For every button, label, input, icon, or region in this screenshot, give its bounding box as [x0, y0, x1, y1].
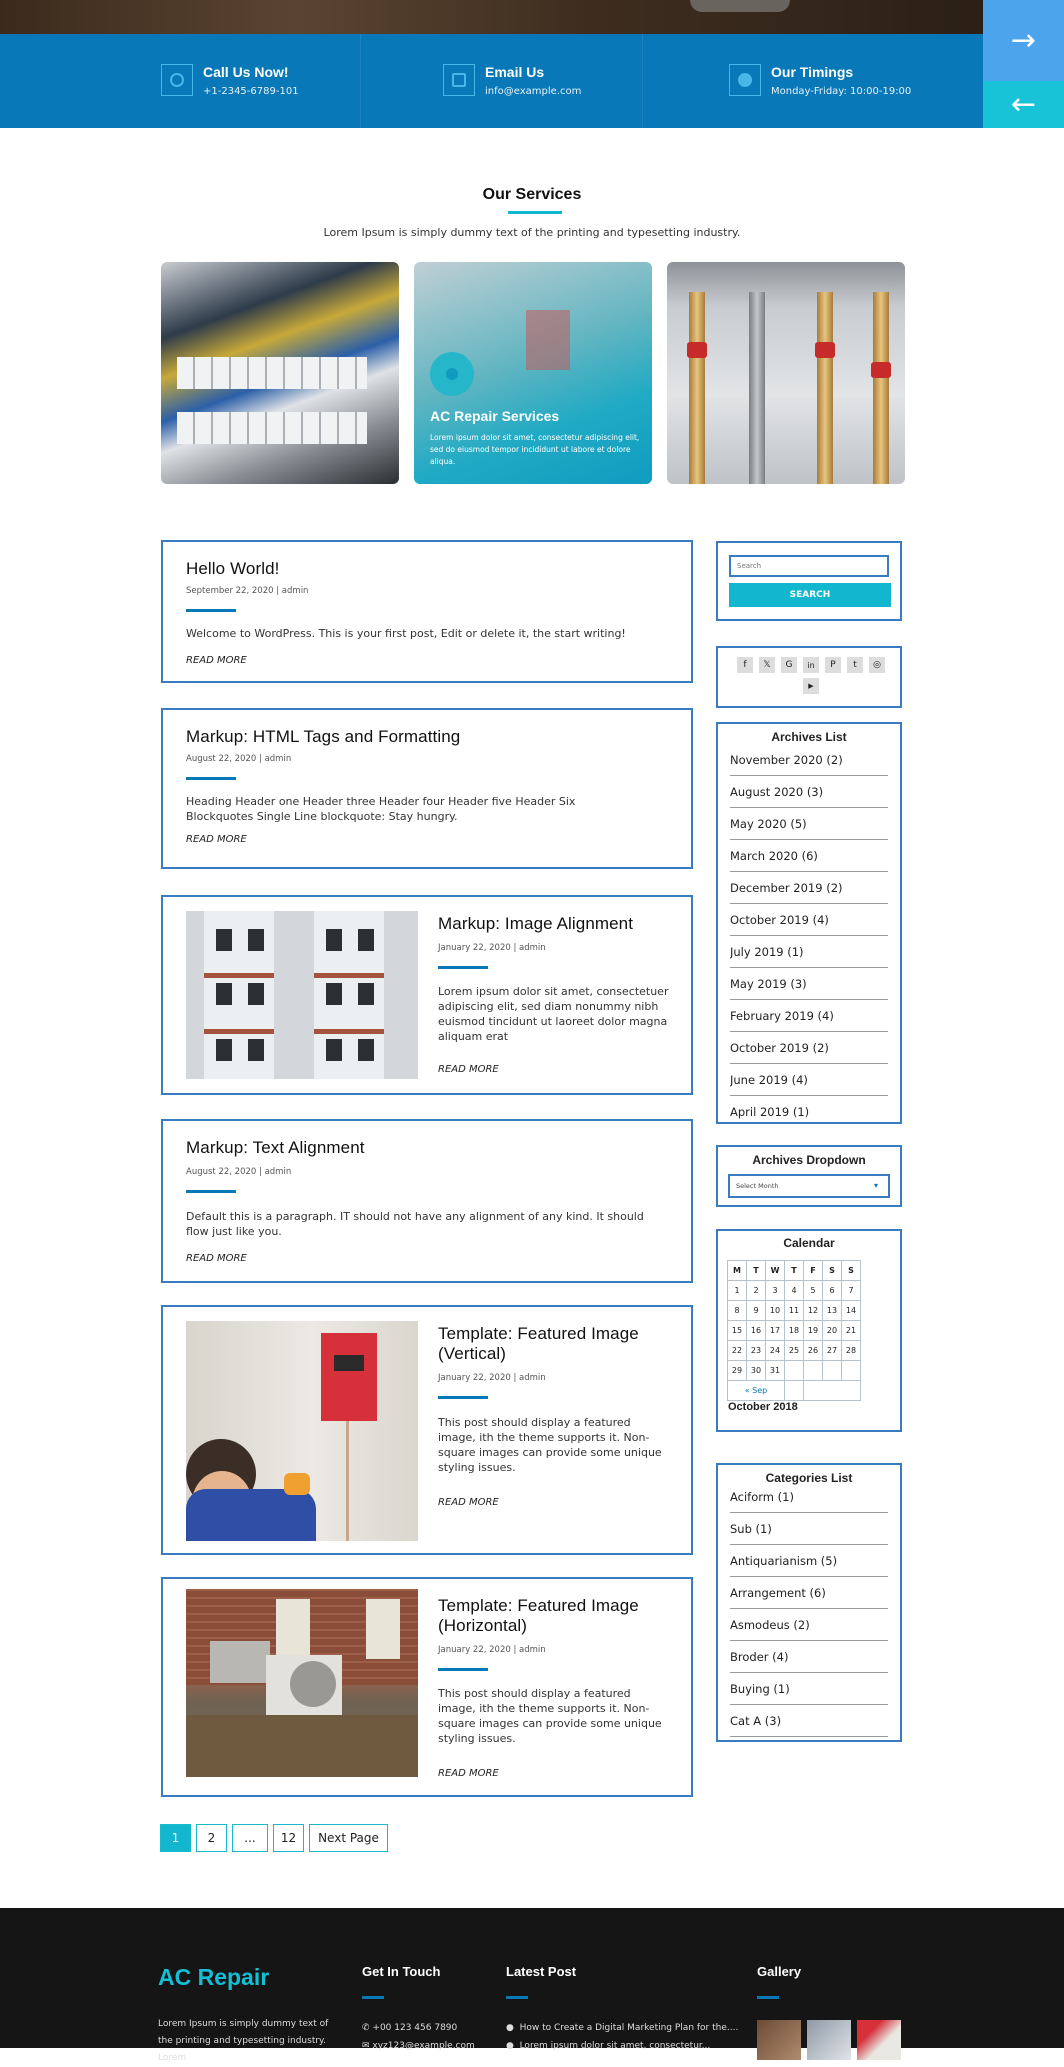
calendar-day: 18 [785, 1321, 804, 1341]
post-card [161, 1305, 693, 1555]
archives-title: Archives List [771, 730, 847, 744]
read-more-link[interactable]: READ MORE [438, 1768, 499, 1779]
calendar-widget [716, 1229, 902, 1432]
calendar-day: 23 [747, 1341, 766, 1361]
footer-latest-post-text: Lorem ipsum dolor sit amet, consectetur... [519, 2041, 711, 2051]
info-email-title: Email Us [485, 64, 545, 80]
footer-about-text: Lorem Ipsum is simply dummy text of the printing and typesetting industry. Lorem [158, 2019, 329, 2063]
post-underline [438, 1668, 488, 1671]
calendar-day: 4 [785, 1281, 804, 1301]
calendar-day: 26 [804, 1341, 823, 1361]
calendar-day-head: W [766, 1261, 785, 1281]
search-input[interactable] [729, 555, 889, 577]
gallery-thumbnail[interactable] [807, 2020, 851, 2060]
post-excerpt: Default this is a paragraph. IT should not have any alignment of any kind. It should flow just like you. [186, 1210, 644, 1238]
calendar-day-head: M [728, 1261, 747, 1281]
service-card-electrical[interactable] [161, 262, 399, 484]
archive-item[interactable]: May 2020 (5) [730, 808, 888, 840]
archive-item[interactable]: June 2019 (4) [730, 1064, 888, 1096]
search-widget [716, 541, 902, 621]
archives-select-value: Select Month [736, 1182, 779, 1190]
archive-item[interactable]: March 2020 (6) [730, 840, 888, 872]
footer-latest-title: Latest Post [506, 1964, 577, 1979]
service-card-ac-repair[interactable] [414, 262, 652, 484]
calendar-day: 3 [766, 1281, 785, 1301]
service-card-plumbing[interactable] [667, 262, 905, 484]
phone-icon: ✆ [362, 2023, 373, 2033]
archives-dropdown-title: Archives Dropdown [752, 1153, 866, 1167]
archive-item[interactable]: October 2019 (2) [730, 1032, 888, 1064]
archive-item[interactable]: December 2019 (2) [730, 872, 888, 904]
info-email [443, 34, 643, 128]
calendar-day: 15 [728, 1321, 747, 1341]
archive-item[interactable]: April 2019 (1) [730, 1096, 888, 1124]
youtube-icon[interactable]: ▶ [803, 678, 819, 694]
calendar-day: 8 [728, 1301, 747, 1321]
calendar-day: 1 [728, 1281, 747, 1301]
calendar-day: 12 [804, 1301, 823, 1321]
social-widget [716, 646, 902, 708]
post-underline [186, 609, 236, 612]
footer-contact-title: Get In Touch [362, 1964, 441, 1979]
slider-prev-arrow-icon[interactable]: ← [983, 81, 1064, 128]
post-image-building[interactable] [186, 911, 418, 1079]
service-card-text: Lorem ipsum dolor sit amet, consectetur adipiscing elit, sed do eiusmod tempor incididunt ut labore et dolore aliqua. [430, 433, 640, 466]
post-card [161, 895, 693, 1095]
calendar-nav-row [728, 1381, 861, 1401]
archive-item[interactable]: November 2020 (2) [730, 744, 888, 776]
tumblr-icon[interactable]: t [847, 657, 863, 673]
calendar-day: 28 [842, 1341, 861, 1361]
category-item[interactable]: Arrangement (6) [730, 1577, 888, 1609]
calendar-day: 17 [766, 1321, 785, 1341]
calendar-caption: October 2018 [728, 1401, 798, 1413]
archives-select[interactable] [728, 1174, 890, 1198]
category-item[interactable]: Asmodeus (2) [730, 1609, 888, 1641]
footer-phone-text: +00 123 456 7890 [372, 2023, 458, 2033]
instagram-icon[interactable]: ◎ [869, 657, 885, 673]
calendar-grid [727, 1260, 861, 1401]
calendar-header-row [728, 1261, 861, 1281]
post-card [161, 708, 693, 869]
calendar-day: 5 [804, 1281, 823, 1301]
google-icon[interactable]: G [781, 657, 797, 673]
linkedin-icon[interactable]: in [803, 657, 819, 673]
calendar-week [728, 1361, 861, 1381]
services-title: Our Services [482, 186, 582, 203]
calendar-day: 7 [842, 1281, 861, 1301]
service-card-title: AC Repair Services [430, 408, 560, 424]
archive-item[interactable]: May 2019 (3) [730, 968, 888, 1000]
calendar-day [785, 1361, 804, 1381]
post-excerpt: Welcome to WordPress. This is your first post, Edit or delete it, the start writing! [186, 627, 626, 640]
post-title[interactable]: Template: Featured Image (Horizontal) [438, 1596, 639, 1635]
calendar-week [728, 1341, 861, 1361]
next-page-button[interactable]: Next Page [309, 1824, 388, 1852]
calendar-day: 27 [823, 1341, 842, 1361]
post-card [161, 1577, 693, 1797]
info-email-address[interactable]: info@example.com [485, 86, 582, 97]
footer-logo[interactable]: AC Repair [158, 1964, 270, 1990]
post-underline [438, 966, 488, 969]
calendar-week [728, 1301, 861, 1321]
gallery-thumbnail[interactable] [857, 2020, 901, 2060]
footer-gallery-title: Gallery [757, 1964, 802, 1979]
calendar-week [728, 1281, 861, 1301]
calendar-day [804, 1361, 823, 1381]
post-meta: August 22, 2020 | admin [186, 754, 292, 764]
post-title[interactable]: Markup: Image Alignment [438, 914, 634, 933]
archives-dropdown-widget [716, 1145, 902, 1207]
category-item[interactable]: Antiquarianism (5) [730, 1545, 888, 1577]
read-more-link[interactable]: READ MORE [438, 1064, 499, 1075]
post-meta: September 22, 2020 | admin [186, 586, 309, 596]
calendar-title: Calendar [783, 1236, 835, 1250]
info-call-phone[interactable]: +1-2345-6789-101 [203, 86, 299, 97]
category-item[interactable]: Broder (4) [730, 1641, 888, 1673]
hero-image-strip [0, 0, 983, 34]
headset-icon [161, 64, 193, 96]
calendar-day: 9 [747, 1301, 766, 1321]
calendar-day: 20 [823, 1321, 842, 1341]
footer-phone [362, 2020, 457, 2037]
post-title[interactable]: Hello World! [186, 559, 280, 578]
calendar-week [728, 1321, 861, 1341]
calendar-day [823, 1361, 842, 1381]
archive-item[interactable]: August 2020 (3) [730, 776, 888, 808]
calendar-day: 10 [766, 1301, 785, 1321]
post-meta: January 22, 2020 | admin [438, 1645, 546, 1655]
calendar-day-head: S [823, 1261, 842, 1281]
category-item[interactable]: Cat A (3) [730, 1705, 888, 1737]
post-meta: January 22, 2020 | admin [438, 943, 546, 953]
info-timings-title: Our Timings [771, 64, 854, 80]
read-more-link[interactable]: READ MORE [438, 1497, 499, 1508]
calendar-day: 16 [747, 1321, 766, 1341]
footer-underline [757, 1996, 779, 1999]
fan-icon [430, 352, 474, 396]
calendar-day: 11 [785, 1301, 804, 1321]
page-ellipsis: ... [232, 1824, 268, 1852]
archives-list [730, 744, 888, 1124]
services-underline [508, 211, 562, 214]
services-subtitle: Lorem Ipsum is simply dummy text of the printing and typesetting industry. [323, 226, 741, 239]
twitter-icon[interactable]: 𝕏 [759, 657, 775, 673]
calendar-day: 30 [747, 1361, 766, 1381]
page-1-button[interactable]: 1 [160, 1824, 191, 1852]
info-call [161, 34, 361, 128]
calendar-day: 2 [747, 1281, 766, 1301]
post-excerpt: Lorem ipsum dolor sit amet, consectetuer adipiscing elit, sed diam nonummy nibh euismod tincidunt ut laoreet dolor magna aliquam erat [438, 985, 669, 1043]
calendar-day-head: T [785, 1261, 804, 1281]
calendar-day: 29 [728, 1361, 747, 1381]
calendar-prev-link[interactable]: « Sep [728, 1381, 785, 1401]
archives-widget [716, 722, 902, 1124]
slider-next-arrow-icon[interactable]: → [983, 0, 1064, 81]
calendar-day-head: F [804, 1261, 823, 1281]
calendar-day: 13 [823, 1301, 842, 1321]
calendar-day-head: T [747, 1261, 766, 1281]
info-timings-hours: Monday-Friday: 10:00-19:00 [771, 86, 912, 97]
mail-icon: ✉ [362, 2041, 373, 2051]
bullet-icon: ● [506, 2023, 520, 2033]
gallery-thumbnail[interactable] [757, 2020, 801, 2060]
post-image-technician[interactable] [186, 1321, 418, 1541]
calendar-day: 14 [842, 1301, 861, 1321]
footer-underline [506, 1996, 528, 1999]
post-excerpt: Heading Header one Header three Header four Header five Header Six Blockquotes Single Line blockquote: Stay hungry. [186, 795, 576, 823]
post-card [161, 1119, 693, 1283]
post-underline [438, 1396, 488, 1399]
calendar-day-head: S [842, 1261, 861, 1281]
post-title[interactable]: Template: Featured Image (Vertical) [438, 1324, 639, 1363]
search-button[interactable]: SEARCH [729, 583, 891, 607]
archive-item[interactable]: February 2019 (4) [730, 1000, 888, 1032]
post-excerpt: This post should display a featured image, ith the theme supports it. Non-square images can provide some unique styling issues. [438, 1416, 662, 1474]
footer-latest-post[interactable] [506, 2020, 746, 2037]
post-underline [186, 1190, 236, 1193]
footer-latest-post-text: How to Create a Digital Marketing Plan for the.... [519, 2023, 739, 2033]
post-title[interactable]: Markup: Text Alignment [186, 1138, 365, 1157]
read-more-link[interactable]: READ MORE [186, 1253, 247, 1264]
info-bar [0, 34, 983, 128]
info-timings [729, 34, 969, 128]
calendar-day: 24 [766, 1341, 785, 1361]
post-meta: January 22, 2020 | admin [438, 1373, 546, 1383]
footer-email-text[interactable]: xyz123@example.com [372, 2041, 475, 2051]
categories-list [730, 1481, 888, 1737]
page-12-button[interactable]: 12 [273, 1824, 304, 1852]
facebook-icon[interactable]: f [737, 657, 753, 673]
calendar-day: 22 [728, 1341, 747, 1361]
post-title[interactable]: Markup: HTML Tags and Formatting [186, 727, 461, 746]
footer [0, 1908, 1064, 2063]
page-2-button[interactable]: 2 [196, 1824, 227, 1852]
categories-title: Categories List [765, 1471, 853, 1485]
read-more-link[interactable]: READ MORE [186, 655, 247, 666]
post-card [161, 540, 693, 683]
post-underline [186, 777, 236, 780]
categories-widget [716, 1463, 902, 1742]
calendar-day [842, 1361, 861, 1381]
footer-underline [362, 1996, 384, 1999]
clock-icon [729, 64, 761, 96]
read-more-link[interactable]: READ MORE [186, 834, 247, 845]
calendar-day: 25 [785, 1341, 804, 1361]
info-call-title: Call Us Now! [203, 64, 289, 80]
archive-item[interactable]: October 2019 (4) [730, 904, 888, 936]
category-item[interactable]: Sub (1) [730, 1513, 888, 1545]
calendar-day: 21 [842, 1321, 861, 1341]
archive-item[interactable]: July 2019 (1) [730, 936, 888, 968]
footer-latest-post[interactable] [506, 2038, 746, 2055]
calendar-day: 31 [766, 1361, 785, 1381]
chevron-down-icon: ▾ [873, 1181, 878, 1190]
category-item[interactable]: Aciform (1) [730, 1481, 888, 1513]
category-item[interactable]: Buying (1) [730, 1673, 888, 1705]
bullet-icon: ● [506, 2041, 520, 2051]
post-excerpt: This post should display a featured image, ith the theme supports it. Non-square images can provide some unique styling issues. [438, 1687, 662, 1745]
post-meta: August 22, 2020 | admin [186, 1167, 292, 1177]
post-image-ac-unit[interactable] [186, 1589, 418, 1777]
calendar-day: 6 [823, 1281, 842, 1301]
pinterest-icon[interactable]: P [825, 657, 841, 673]
calendar-day: 19 [804, 1321, 823, 1341]
email-icon [443, 64, 475, 96]
footer-email [362, 2038, 475, 2055]
